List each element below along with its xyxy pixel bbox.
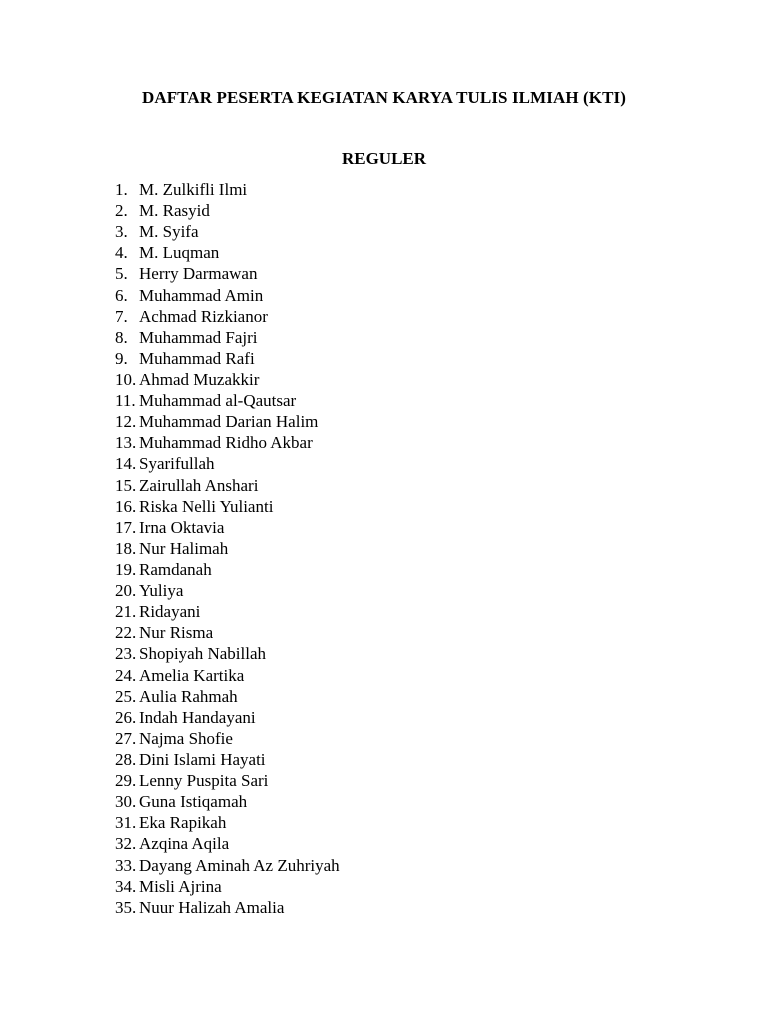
participant-number: 19.	[115, 559, 137, 579]
participant-number: 20.	[115, 581, 137, 601]
participant-item	[115, 242, 340, 263]
participant-item	[115, 728, 340, 749]
participant-item	[115, 432, 340, 453]
participant-number: 26.	[115, 707, 137, 727]
participant-item	[115, 263, 340, 284]
participant-number: 2.	[115, 201, 128, 221]
participant-number: 29.	[115, 771, 137, 791]
participant-item	[115, 707, 340, 728]
participant-item	[115, 538, 340, 559]
participant-item	[115, 327, 340, 348]
participant-number: 1.	[115, 180, 128, 199]
participant-name: Nuur Halizah Amalia	[139, 897, 285, 917]
participant-number: 31.	[115, 813, 137, 833]
participant-name: Ramdanah	[139, 559, 212, 579]
participant-name: Riska Nelli Yulianti	[139, 496, 274, 516]
participant-name: Dayang Aminah Az Zuhriyah	[139, 855, 340, 875]
participant-number: 23.	[115, 644, 137, 664]
participant-name: Lenny Puspita Sari	[139, 771, 269, 791]
participant-number: 10.	[115, 369, 137, 389]
participant-name: Eka Rapikah	[139, 813, 227, 833]
participant-name: Aulia Rahmah	[139, 686, 238, 706]
participant-number: 8.	[115, 327, 128, 347]
participant-item	[115, 601, 340, 622]
participant-item	[115, 897, 340, 918]
participant-name: Muhammad al-Qautsar	[139, 391, 297, 411]
participant-item	[115, 475, 340, 496]
participant-name: Herry Darmawan	[139, 264, 258, 284]
participant-number: 17.	[115, 517, 137, 537]
participant-number: 4.	[115, 243, 128, 263]
participant-item	[115, 390, 340, 411]
participant-number: 11.	[115, 391, 136, 411]
participant-name: M. Luqman	[139, 243, 220, 263]
participant-number: 24.	[115, 665, 137, 685]
participant-name: Ridayani	[139, 602, 201, 622]
participant-name: Shopiyah Nabillah	[139, 644, 267, 664]
participant-number: 16.	[115, 496, 137, 516]
section-title: REGULER	[341, 149, 427, 168]
participant-name: Dini Islami Hayati	[139, 749, 266, 769]
participant-item	[115, 411, 340, 432]
participant-item	[115, 622, 340, 643]
participant-name: M. Rasyid	[139, 201, 210, 221]
participant-number: 5.	[115, 264, 128, 284]
participant-item	[115, 686, 340, 707]
participant-item	[115, 665, 340, 686]
participant-item	[115, 369, 340, 390]
participant-name: Yuliya	[139, 581, 184, 601]
participant-number: 28.	[115, 749, 137, 769]
participant-item	[115, 517, 340, 538]
participant-name: Azqina Aqila	[139, 834, 230, 854]
participant-name: Muhammad Rafi	[139, 348, 255, 368]
participant-name: Muhammad Ridho Akbar	[139, 433, 313, 453]
participant-number: 22.	[115, 623, 137, 643]
participant-item	[115, 306, 340, 327]
document-title: DAFTAR PESERTA KEGIATAN KARYA TULIS ILMIAH (KTI)	[141, 88, 627, 107]
participant-number: 34.	[115, 876, 137, 896]
participant-item	[115, 200, 340, 221]
participant-item	[115, 221, 340, 242]
participant-name: Indah Handayani	[139, 707, 256, 727]
participant-item	[115, 876, 340, 897]
participant-name: Muhammad Fajri	[139, 327, 258, 347]
participant-number: 27.	[115, 728, 137, 748]
participant-name: Ahmad Muzakkir	[139, 369, 260, 389]
participant-number: 21.	[115, 602, 137, 622]
participant-number: 3.	[115, 222, 128, 242]
participant-number: 35.	[115, 897, 137, 917]
participant-number: 33.	[115, 855, 137, 875]
participant-number: 7.	[115, 306, 128, 326]
participant-number: 25.	[115, 686, 137, 706]
participant-name: M. Zulkifli Ilmi	[139, 180, 248, 199]
participant-name: Nur Risma	[139, 623, 214, 643]
participant-item	[115, 770, 340, 791]
participant-name: M. Syifa	[139, 222, 199, 242]
participant-name: Muhammad Darian Halim	[139, 412, 319, 432]
participant-number: 14.	[115, 454, 137, 474]
participant-item	[115, 643, 340, 664]
participant-item	[115, 179, 340, 200]
participant-item	[115, 791, 340, 812]
participant-item	[115, 559, 340, 580]
participant-item	[115, 285, 340, 306]
participant-number: 15.	[115, 475, 137, 495]
participant-item	[115, 580, 340, 601]
participant-number: 32.	[115, 834, 137, 854]
participant-number: 13.	[115, 433, 137, 453]
participant-list	[115, 179, 340, 918]
participant-name: Achmad Rizkianor	[139, 306, 268, 326]
participant-number: 18.	[115, 538, 137, 558]
participant-name: Irna Oktavia	[139, 517, 225, 537]
participant-item	[115, 496, 340, 517]
participant-number: 12.	[115, 412, 137, 432]
participant-name: Nur Halimah	[139, 538, 229, 558]
participant-name: Syarifullah	[139, 454, 215, 474]
participant-name: Guna Istiqamah	[139, 792, 248, 812]
participant-name: Amelia Kartika	[139, 665, 245, 685]
participant-item	[115, 855, 340, 876]
participant-name: Najma Shofie	[139, 728, 233, 748]
participant-item	[115, 812, 340, 833]
participant-number: 9.	[115, 348, 128, 368]
participant-name: Muhammad Amin	[139, 285, 264, 305]
participant-number: 30.	[115, 792, 137, 812]
participant-item	[115, 749, 340, 770]
participant-number: 6.	[115, 285, 128, 305]
participant-item	[115, 453, 340, 474]
participant-name: Zairullah Anshari	[139, 475, 259, 495]
participant-item	[115, 348, 340, 369]
participant-name: Misli Ajrina	[139, 876, 222, 896]
participant-item	[115, 833, 340, 854]
